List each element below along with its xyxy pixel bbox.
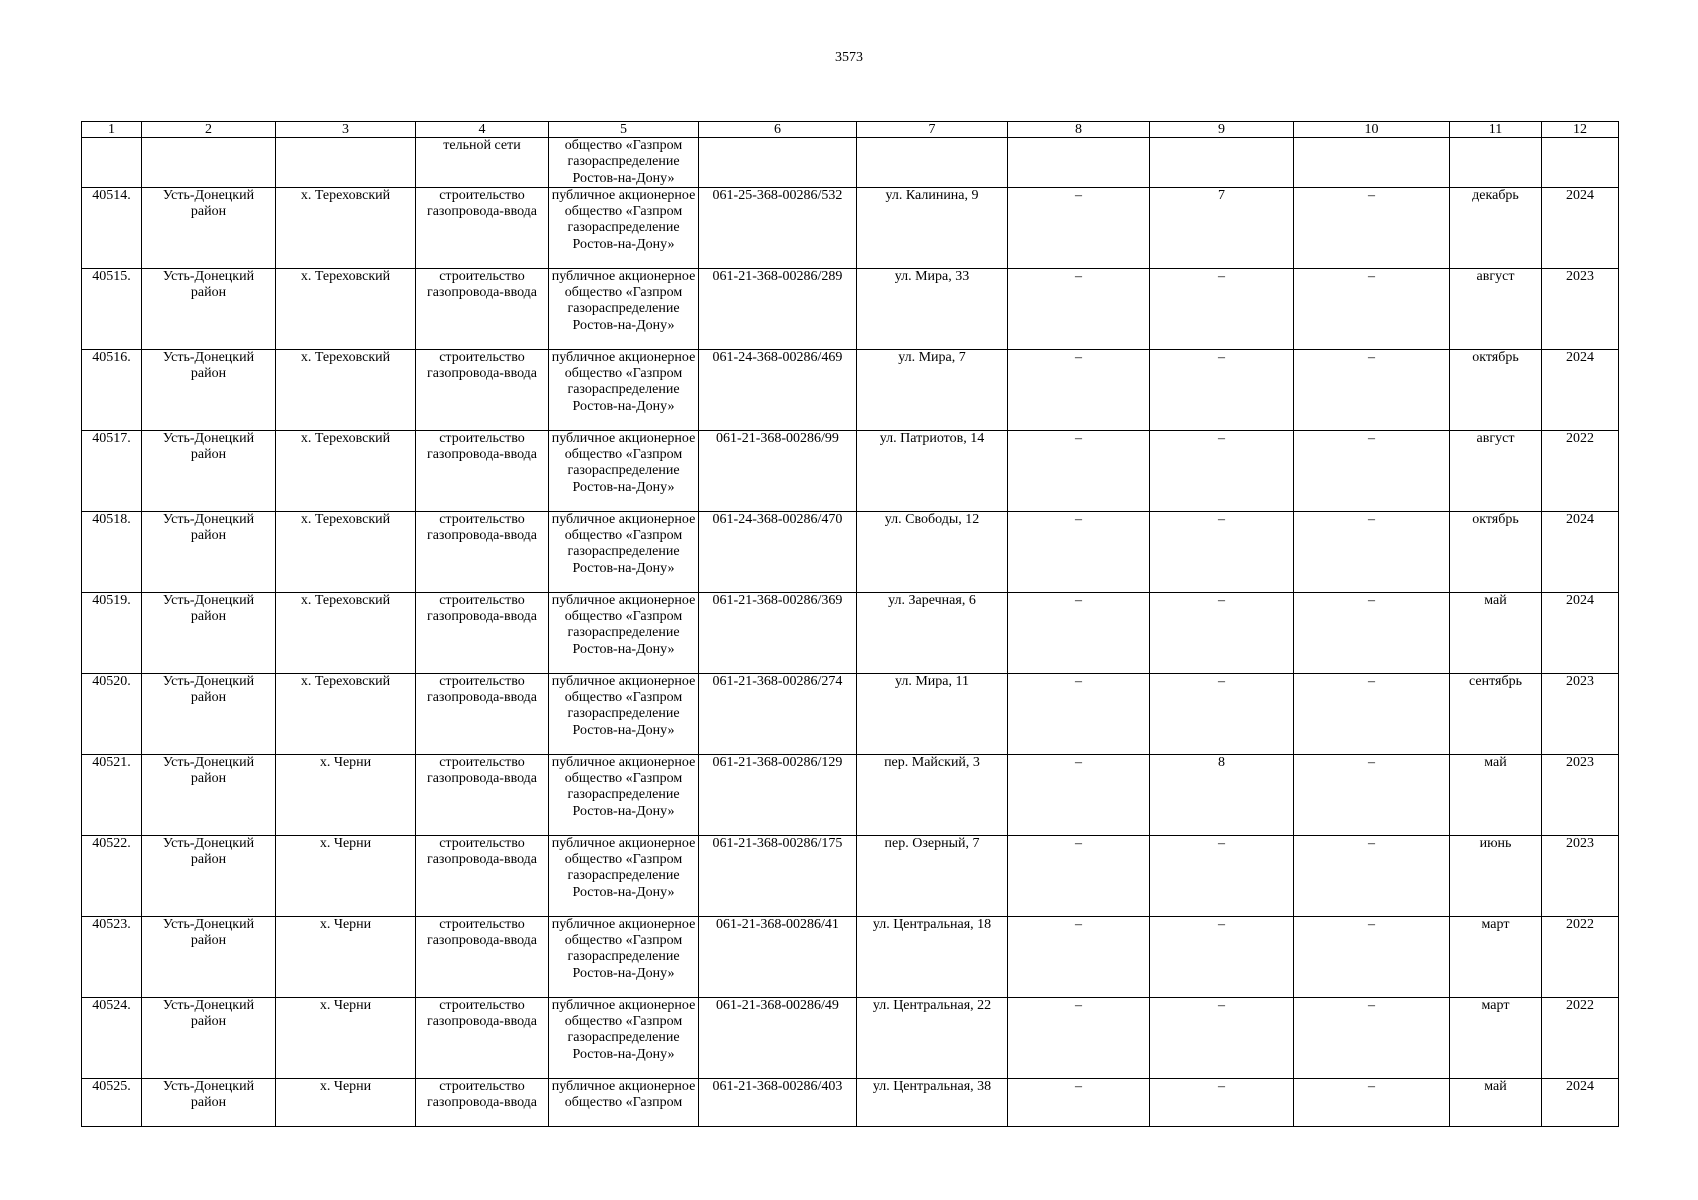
settlement-cell: х. Черни <box>276 916 416 997</box>
district-cell: Усть-Донецкий район <box>142 592 276 673</box>
col8-cell: – <box>1008 187 1150 268</box>
address-cell: ул. Патриотов, 14 <box>857 430 1008 511</box>
work-type-cell: строительство газопровода-ввода <box>416 430 549 511</box>
address-cell: пер. Майский, 3 <box>857 754 1008 835</box>
address-cell: ул. Центральная, 38 <box>857 1078 1008 1126</box>
year-cell: 2024 <box>1542 349 1619 430</box>
year-cell: 2022 <box>1542 916 1619 997</box>
col8-cell: – <box>1008 1078 1150 1126</box>
col10-cell: – <box>1294 916 1450 997</box>
organization-cell: публичное акционерное общество «Газпром газораспределение Ростов-на-Дону» <box>549 592 699 673</box>
address-cell: ул. Свободы, 12 <box>857 511 1008 592</box>
address-cell: ул. Центральная, 18 <box>857 916 1008 997</box>
month-cell: март <box>1450 997 1542 1078</box>
table-cell <box>1450 138 1542 188</box>
table-cell <box>1542 138 1619 188</box>
column-header: 8 <box>1008 122 1150 138</box>
registry-code-cell: 061-21-368-00286/99 <box>699 430 857 511</box>
district-cell: Усть-Донецкий район <box>142 511 276 592</box>
month-cell: сентябрь <box>1450 673 1542 754</box>
table-row <box>82 835 1619 916</box>
settlement-cell: х. Тереховский <box>276 592 416 673</box>
organization-cell: публичное акционерное общество «Газпром газораспределение Ростов-на-Дону» <box>549 916 699 997</box>
year-cell: 2024 <box>1542 592 1619 673</box>
col9-cell: – <box>1150 997 1294 1078</box>
month-cell: май <box>1450 592 1542 673</box>
row-number-cell: 40524. <box>82 997 142 1078</box>
address-cell: ул. Центральная, 22 <box>857 997 1008 1078</box>
registry-code-cell: 061-21-368-00286/175 <box>699 835 857 916</box>
col9-cell: – <box>1150 511 1294 592</box>
col9-cell: – <box>1150 592 1294 673</box>
registry-code-cell: 061-24-368-00286/469 <box>699 349 857 430</box>
work-type-cell: строительство газопровода-ввода <box>416 835 549 916</box>
district-cell: Усть-Донецкий район <box>142 430 276 511</box>
year-cell: 2022 <box>1542 997 1619 1078</box>
table-row <box>82 997 1619 1078</box>
table-row <box>82 1078 1619 1126</box>
month-cell: октябрь <box>1450 349 1542 430</box>
col9-cell: – <box>1150 835 1294 916</box>
month-cell: март <box>1450 916 1542 997</box>
settlement-cell: х. Тереховский <box>276 430 416 511</box>
table-row <box>82 673 1619 754</box>
work-type-cell: строительство газопровода-ввода <box>416 268 549 349</box>
table-cell <box>1294 138 1450 188</box>
col8-cell: – <box>1008 916 1150 997</box>
col8-cell: – <box>1008 430 1150 511</box>
month-cell: октябрь <box>1450 511 1542 592</box>
table-body <box>82 122 1619 1127</box>
row-number-cell: 40525. <box>82 1078 142 1126</box>
registry-code-cell: 061-21-368-00286/41 <box>699 916 857 997</box>
col8-cell: – <box>1008 997 1150 1078</box>
column-header: 3 <box>276 122 416 138</box>
year-cell: 2024 <box>1542 187 1619 268</box>
column-header: 10 <box>1294 122 1450 138</box>
settlement-cell: х. Тереховский <box>276 511 416 592</box>
table-row <box>82 592 1619 673</box>
table-cell <box>1150 138 1294 188</box>
col10-cell: – <box>1294 1078 1450 1126</box>
work-type-cell: строительство газопровода-ввода <box>416 187 549 268</box>
continuation-row <box>82 138 1619 188</box>
col8-cell: – <box>1008 592 1150 673</box>
registry-code-cell: 061-21-368-00286/403 <box>699 1078 857 1126</box>
column-header: 11 <box>1450 122 1542 138</box>
col10-cell: – <box>1294 187 1450 268</box>
settlement-cell: х. Черни <box>276 1078 416 1126</box>
district-cell: Усть-Донецкий район <box>142 1078 276 1126</box>
table-row <box>82 268 1619 349</box>
col8-cell: – <box>1008 754 1150 835</box>
col10-cell: – <box>1294 592 1450 673</box>
row-number-cell: 40518. <box>82 511 142 592</box>
year-cell: 2023 <box>1542 754 1619 835</box>
row-number-cell: 40517. <box>82 430 142 511</box>
table-row <box>82 916 1619 997</box>
settlement-cell: х. Черни <box>276 997 416 1078</box>
table-row <box>82 349 1619 430</box>
year-cell: 2023 <box>1542 673 1619 754</box>
organization-cell: публичное акционерное общество «Газпром газораспределение Ростов-на-Дону» <box>549 511 699 592</box>
table-cell: тельной сети <box>416 138 549 188</box>
table-cell <box>699 138 857 188</box>
row-number-cell: 40514. <box>82 187 142 268</box>
column-header: 2 <box>142 122 276 138</box>
col8-cell: – <box>1008 268 1150 349</box>
month-cell: май <box>1450 1078 1542 1126</box>
column-header: 4 <box>416 122 549 138</box>
organization-cell: публичное акционерное общество «Газпром газораспределение Ростов-на-Дону» <box>549 430 699 511</box>
column-header: 7 <box>857 122 1008 138</box>
address-cell: ул. Заречная, 6 <box>857 592 1008 673</box>
settlement-cell: х. Тереховский <box>276 268 416 349</box>
organization-cell: публичное акционерное общество «Газпром газораспределение Ростов-на-Дону» <box>549 997 699 1078</box>
col8-cell: – <box>1008 349 1150 430</box>
column-header: 5 <box>549 122 699 138</box>
organization-cell: публичное акционерное общество «Газпром газораспределение Ростов-на-Дону» <box>549 268 699 349</box>
year-cell: 2024 <box>1542 1078 1619 1126</box>
table-row <box>82 511 1619 592</box>
row-number-cell: 40519. <box>82 592 142 673</box>
registry-code-cell: 061-21-368-00286/129 <box>699 754 857 835</box>
registry-code-cell: 061-21-368-00286/49 <box>699 997 857 1078</box>
column-header: 9 <box>1150 122 1294 138</box>
district-cell: Усть-Донецкий район <box>142 754 276 835</box>
table-row <box>82 430 1619 511</box>
col8-cell: – <box>1008 511 1150 592</box>
row-number-cell: 40522. <box>82 835 142 916</box>
work-type-cell: строительство газопровода-ввода <box>416 916 549 997</box>
col10-cell: – <box>1294 997 1450 1078</box>
month-cell: декабрь <box>1450 187 1542 268</box>
settlement-cell: х. Черни <box>276 835 416 916</box>
col9-cell: – <box>1150 349 1294 430</box>
table-row <box>82 754 1619 835</box>
col8-cell: – <box>1008 835 1150 916</box>
settlement-cell: х. Черни <box>276 754 416 835</box>
table-cell: общество «Газпром газораспределение Ростов-на-Дону» <box>549 138 699 188</box>
organization-cell: публичное акционерное общество «Газпром газораспределение Ростов-на-Дону» <box>549 835 699 916</box>
page-number: 3573 <box>835 50 863 65</box>
work-type-cell: строительство газопровода-ввода <box>416 511 549 592</box>
col10-cell: – <box>1294 754 1450 835</box>
work-type-cell: строительство газопровода-ввода <box>416 754 549 835</box>
col9-cell: – <box>1150 1078 1294 1126</box>
organization-cell: публичное акционерное общество «Газпром газораспределение Ростов-на-Дону» <box>549 754 699 835</box>
col9-cell: – <box>1150 430 1294 511</box>
col10-cell: – <box>1294 349 1450 430</box>
col10-cell: – <box>1294 673 1450 754</box>
organization-cell: публичное акционерное общество «Газпром газораспределение Ростов-на-Дону» <box>549 187 699 268</box>
settlement-cell: х. Тереховский <box>276 349 416 430</box>
row-number-cell: 40521. <box>82 754 142 835</box>
table-cell <box>142 138 276 188</box>
table-cell <box>276 138 416 188</box>
row-number-cell: 40516. <box>82 349 142 430</box>
col10-cell: – <box>1294 430 1450 511</box>
work-type-cell: строительство газопровода-ввода <box>416 997 549 1078</box>
table-cell <box>1008 138 1150 188</box>
address-cell: ул. Мира, 11 <box>857 673 1008 754</box>
row-number-cell: 40523. <box>82 916 142 997</box>
col10-cell: – <box>1294 511 1450 592</box>
district-cell: Усть-Донецкий район <box>142 673 276 754</box>
year-cell: 2023 <box>1542 835 1619 916</box>
settlement-cell: х. Тереховский <box>276 673 416 754</box>
registry-code-cell: 061-21-368-00286/369 <box>699 592 857 673</box>
month-cell: август <box>1450 268 1542 349</box>
registry-code-cell: 061-24-368-00286/470 <box>699 511 857 592</box>
district-cell: Усть-Донецкий район <box>142 268 276 349</box>
registry-code-cell: 061-21-368-00286/274 <box>699 673 857 754</box>
col9-cell: – <box>1150 673 1294 754</box>
address-cell: ул. Калинина, 9 <box>857 187 1008 268</box>
organization-cell: публичное акционерное общество «Газпром газораспределение Ростов-на-Дону» <box>549 349 699 430</box>
address-cell: пер. Озерный, 7 <box>857 835 1008 916</box>
work-type-cell: строительство газопровода-ввода <box>416 349 549 430</box>
organization-cell: публичное акционерное общество «Газпром <box>549 1078 699 1126</box>
district-cell: Усть-Донецкий район <box>142 997 276 1078</box>
month-cell: июнь <box>1450 835 1542 916</box>
column-header: 6 <box>699 122 857 138</box>
row-number-cell: 40515. <box>82 268 142 349</box>
row-number-cell: 40520. <box>82 673 142 754</box>
work-type-cell: строительство газопровода-ввода <box>416 1078 549 1126</box>
column-header: 1 <box>82 122 142 138</box>
col10-cell: – <box>1294 835 1450 916</box>
organization-cell: публичное акционерное общество «Газпром газораспределение Ростов-на-Дону» <box>549 673 699 754</box>
col9-cell: 8 <box>1150 754 1294 835</box>
year-cell: 2023 <box>1542 268 1619 349</box>
district-cell: Усть-Донецкий район <box>142 349 276 430</box>
table-cell <box>82 138 142 188</box>
address-cell: ул. Мира, 33 <box>857 268 1008 349</box>
district-cell: Усть-Донецкий район <box>142 187 276 268</box>
col9-cell: – <box>1150 916 1294 997</box>
registry-code-cell: 061-25-368-00286/532 <box>699 187 857 268</box>
col9-cell: 7 <box>1150 187 1294 268</box>
address-cell: ул. Мира, 7 <box>857 349 1008 430</box>
table-cell <box>857 138 1008 188</box>
registry-code-cell: 061-21-368-00286/289 <box>699 268 857 349</box>
district-cell: Усть-Донецкий район <box>142 835 276 916</box>
year-cell: 2024 <box>1542 511 1619 592</box>
col9-cell: – <box>1150 268 1294 349</box>
table-row <box>82 187 1619 268</box>
work-type-cell: строительство газопровода-ввода <box>416 592 549 673</box>
settlement-cell: х. Тереховский <box>276 187 416 268</box>
column-header: 12 <box>1542 122 1619 138</box>
year-cell: 2022 <box>1542 430 1619 511</box>
register-table <box>81 121 1619 1127</box>
month-cell: май <box>1450 754 1542 835</box>
col10-cell: – <box>1294 268 1450 349</box>
col8-cell: – <box>1008 673 1150 754</box>
district-cell: Усть-Донецкий район <box>142 916 276 997</box>
month-cell: август <box>1450 430 1542 511</box>
column-number-row <box>82 122 1619 138</box>
work-type-cell: строительство газопровода-ввода <box>416 673 549 754</box>
